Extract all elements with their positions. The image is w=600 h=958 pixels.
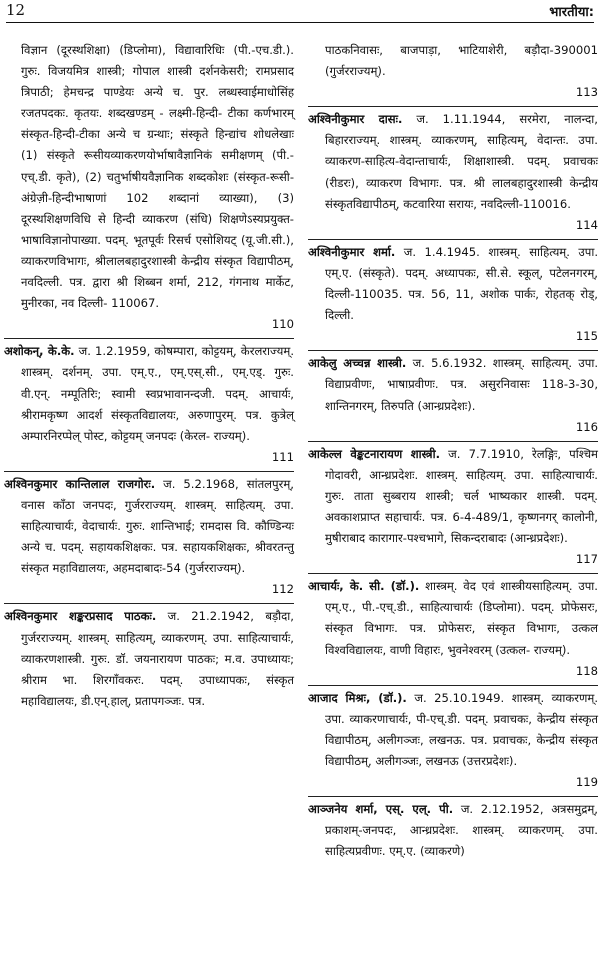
running-title: भारतीया:	[549, 5, 594, 20]
entry-name: आञ्जनेय शर्मा, एस्. एल्. पी.	[308, 802, 454, 817]
entry-ashvinikumar-sharma	[308, 239, 598, 347]
page-header	[6, 0, 594, 23]
entry-text: ज. 21.2.1942, बड़ौदा, गुर्जरराज्यम्. शास्त्रम्. साहित्यम्, व्याकरणम्. उपा. साहित्याचार्यः, व्याकरणशास्त्री. गुरुः. डॉ. जयनारायण पाठकः; म.व. उपाध्यायः; श्रीराम भा. शिरगाँवकरः. पदम्. उपाध्यापकः, संस्कृत महाविद्यालयः, डी.एन्.हाल्, प्रतापगञ्जः. पत्र.	[21, 609, 294, 708]
entry-text: ज. 5.2.1968, सांतलपुरम्, वनास काँठा जनपदः, गुर्जरराज्यम्. शास्त्रम्. साहित्यम्. उपा. साहित्याचार्यः, वेदाचार्यः. गुरुः. शान्तिभाई; रामदास वि. कौण्डिन्यः अन्ये च. पदम्. सहायकशिक्षकः. पत्र. सहायकशिक्षकः, श्रीवरतन्तु संस्कृत महाविद्यालयः, अहमदाबादः-54 (गुर्जरराज्यम्).	[21, 476, 294, 576]
entry-ashvinikumar-das	[308, 106, 598, 236]
entry-text: ज. 1.4.1945. शास्त्रम्. साहित्यम्. उपा. एम्.ए. (संस्कृते). पदम्. अध्यापकः, सी.से. स्कूल्, पटेलनगरम्, दिल्ली-110035. पत्र. 56, 11, अशोक पार्कः, रोहतक् रोड्, दिल्ली.	[325, 244, 599, 323]
entry-name: आकेलु अच्चन्न शास्त्री.	[308, 356, 407, 371]
entry-number: 118	[575, 663, 598, 678]
entry-number: 111	[271, 449, 294, 464]
entry-name: आजाद मिश्रः, (डॉ.).	[308, 690, 407, 705]
entry-continued	[308, 40, 598, 103]
entry-text: ज. 7.7.1910, रेलङ्गिः, पश्चिम गोदावरी, आन्ध्रप्रदेशः. शास्त्रम्. साहित्यम्. उपा. साहित्याचार्यः. गुरुः. ताता सुब्बराय शास्त्री; चर्ल भाष्यकार शास्त्री. पदम्. अवकाशप्राप्त सहाचार्यः. पत्र. 6-4-489/1, कृष्णनगर् कालोनी, मुषीराबाद कारागार-पश्चभागे, सिकन्दराबादः (आन्ध्रप्रदेशः).	[325, 446, 598, 546]
entry-number: 110	[271, 317, 294, 332]
entry-name: अश्विनीकुमार शर्मा.	[308, 244, 396, 259]
entry-text: ज. 1.2.1959, कोषम्पारा, कोट्टयम्, केरलराज्यम्. शास्त्रम्. दर्शनम्. उपा. एम्.ए., एम्.एस्.सी., एम्.एड्. गुरुः. वी.एन्. नम्पूतिरिः; स्वामी स्वप्रभावानन्दजी. पदम्. आचार्यः, श्रीरामकृष्ण आदर्श संस्कृतविद्यालयः, अरुणापुरम्. पत्र. कुत्रेल् अम्पारनिरप्पेल् पोस्ट, कोट्टयम् जनपदः (केरल- राज्यम्).	[21, 344, 295, 443]
entry-text: ज. 5.6.1932. शास्त्रम्. साहित्यम्. उपा. विद्याप्रवीणः, भाषाप्रवीणः. पत्र. असुरनिवासः 118-3-30, शान्तिनगरम्, तिरुपति (आन्ध्रप्रदेशः).	[325, 356, 599, 413]
entry-acharya-kc	[308, 573, 598, 681]
entry-name: आकेल्ल वेङ्कटनारायण शास्त्री.	[308, 446, 440, 461]
entry-number: 112	[271, 582, 294, 597]
entry-name: आचार्यः, के. सी. (डॉ.).	[308, 579, 420, 594]
entry-number: 119	[575, 775, 598, 790]
page-number: 12	[6, 1, 26, 19]
entry-name: अश्विनीकुमार दासः.	[308, 112, 403, 127]
entry-text: ज. 1.11.1944, सरमेरा, नालन्दा, बिहारराज्यम्. शास्त्रम्. व्याकरणम्, साहित्यम्, वेदान्तः. उपा. व्याकरण-साहित्य-वेदान्ताचार्यः, शिक्षाशास्त्री. पदम्. प्रवाचकः (रीडरः), व्याकरण विभागः. पत्र. श्री लालबहादुरशास्त्री केन्द्रीय संस्कृतविद्यापीठम्, कटवारिया सरायः, नवदिल्ली-110016.	[325, 112, 598, 211]
entry-ashokan	[4, 338, 294, 468]
entry-ashvinkumar-pathak	[4, 603, 294, 711]
entry-akella-venkatanarayana	[308, 441, 598, 571]
entry-number: 115	[575, 329, 598, 344]
entry-number: 116	[575, 419, 598, 434]
entry-ashvinkumar-rajgor	[4, 471, 294, 601]
entry-azad-mishra	[308, 685, 598, 793]
entry-name: अश्विनकुमार शङ्करप्रसाद पाठकः.	[4, 609, 157, 624]
entry-text: ज. 25.10.1949. शास्त्रम्. व्याकरणम्. उपा. व्याकरणाचार्यः, पी-एच्.डी. पदम्. प्रवाचकः, केन्द्रीय संस्कृत विद्यापीठम्, अलीगञ्जः, लखनऊ. पत्र. प्रवाचकः, केन्द्रीय संस्कृत विद्यापीठम्, अलीगञ्जः, लखनऊ (उत्तरप्रदेशः).	[325, 690, 598, 768]
entry-anjaneya-sharma	[308, 796, 598, 862]
left-column	[4, 40, 294, 712]
entry-text: पाठकनिवासः, बाजपाड़ा, भाटियाशेरी, बड़ौदा-390001 (गुर्जरराज्यम्).	[325, 43, 598, 79]
entry-number: 117	[575, 552, 598, 567]
entry-number: 114	[575, 217, 598, 232]
entry-name: अश्विनकुमार कान्तिलाल राजगोरः.	[4, 476, 156, 491]
entry-text: विज्ञान (दूरस्थशिक्षा) (डिप्लोमा), विद्यावारिधिः (पी.-एच.डी.). गुरुः. विजयमित्र शास्त्री; गोपाल शास्त्री दर्शनकेसरी; रामप्रसाद त्रिपाठी; हेमचन्द्र पाण्डेयः अन्ये च. पुर. लब्धस्वाईमाधोसिंह रजतपदकः. कृतयः. शब्दखण्डम् - लक्ष्मी-हिन्दी- टीका कर्णभारम् संस्कृत-हिन्दी-टीका अन्ये च ग्रन्थाः; संस्कृते हिन्द्यांच शोधलेखाः (1) संस्कृते रूसीयव्याकरणयोर्भाषावैज्ञानिकं समीक्षणम् (पी.-एच्.डी. कृते), (2) चतुर्भाषीयवैज्ञानिक शब्दकोशः (संस्कृत-रूसी-अंग्रेज़ी-हिन्दीभाषाणां 102 शब्दानां व्याख्या), (3) दूरस्थशिक्षणविधि से हिन्दी व्याकरण (संधि) शिक्षणेऽस्यप्रयुक्त-भाषाविज्ञानोपाख्या. पदम्. भूतपूर्वः रिसर्च एसोशियट् (यू.जी.सी.), व्याकरणविभागः, श्रीलालबहादुरशास्त्री केन्द्रीय संस्कृत विद्यापीठम्, नवदिल्ली. पत्र. द्वारा श्री शिब्बन शर्मा, 212, गंगनाथ मार्केट, मुनीरका, नव दिल्ली- 110067.	[21, 43, 294, 311]
right-column	[308, 40, 598, 862]
entry-text: शास्त्रम्. वेद एवं शास्त्रीयसाहित्यम्. उपा. एम्.ए., पी.-एच्.डी., साहित्याचार्यः (डिप्लोमा). पदम्. प्रोफेसरः, संस्कृत विभागः. पत्र. प्रोफेसरः, संस्कृत विभागः, उत्कल विश्वविद्यालयः, वाणी विहारः, भुवनेश्वरम् (उत्कल- राज्यम्).	[325, 579, 598, 657]
entry-akelu-acchanna	[308, 350, 598, 437]
entry-name: अशोकन्, के.के.	[4, 344, 75, 359]
entry-continued	[4, 40, 294, 335]
entry-text: ज. 2.12.1952, अत्रसमुद्रम्, प्रकाशम्-जनपदः, आन्ध्रप्रदेशः. शास्त्रम्. व्याकरणम्. उपा. साहित्यप्रवीणः. एम्.ए. (व्याकरणे)	[325, 802, 598, 859]
entry-number: 113	[575, 85, 598, 100]
